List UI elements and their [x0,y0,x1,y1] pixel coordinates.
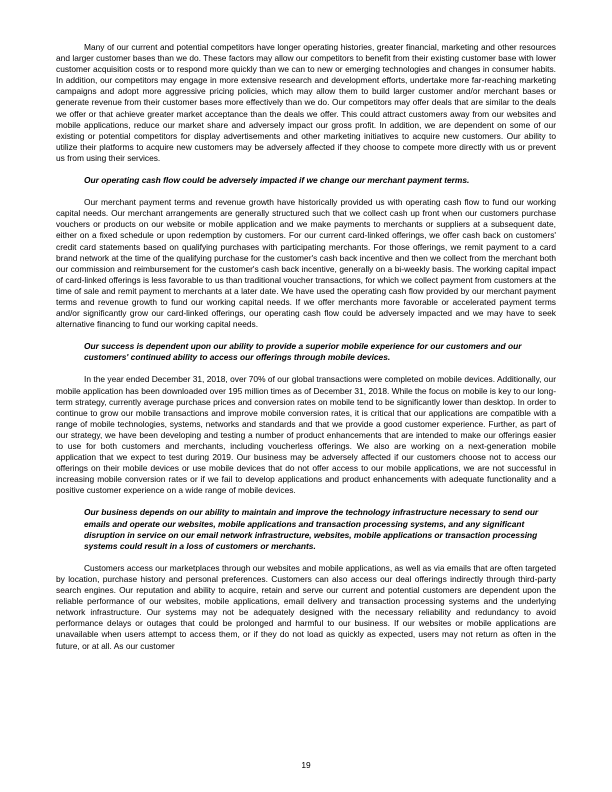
paragraph-mobile-transactions: In the year ended December 31, 2018, over 70% of our global transactions were completed on mobile devices. Additionally, our mobile application has been downloaded over 195 million times as of December 31, 2018. While the focus on mobile is key to our long-term strategy, currently average purchase prices and conversion rates on mobile tend to be significantly lower than desktop. In order to continue to grow our mobile transactions and improve mobile conversion rates, it is critical that our applications are compatible with a range of mobile technologies, systems, networks and standards and that we provide a good customer experience. Further, as part of our strategy, we have been developing and testing a number of product enhancements that are intended to make our offerings easier to use for both customers and merchants, including voucherless offerings. We also are working on a next-generation mobile application that we expect to test during 2019. Our business may be adversely affected if our customers choose not to access our offerings on their mobile devices or use mobile devices that do not offer access to our mobile applications, we are not successful in increasing mobile conversion rates or if we fail to develop applications and product enhancements with adequate functionality and a positive customer experience on a wide range of mobile devices. [56,374,556,496]
page-number: 19 [301,760,311,770]
heading-operating-cash-flow: Our operating cash flow could be adversely impacted if we change our merchant payment terms. [84,175,470,186]
document-page [56,42,556,663]
heading-mobile-experience: Our success is dependent upon our ability to provide a superior mobile experience for our customers and our customers' continued ability to access our offerings through mobile devices. [84,341,522,363]
paragraph-competitors: Many of our current and potential competitors have longer operating histories, greater financial, marketing and other resources and larger customer bases than we do. These factors may allow our competitors to benefit from their existing customer base with lower customer acquisition costs or to respond more quickly than we can to new or emerging technologies and changes in consumer habits. In addition, our competitors may engage in more extensive research and development efforts, undertake more far-reaching marketing campaigns and adopt more aggressive pricing policies, which may allow them to build larger customer and/or merchant bases or generate revenue from their customer bases more effectively than we do. Our competitors may offer deals that are similar to the deals we offer or that achieve greater market acceptance than the deals we offer. This could attract customers away from our websites and mobile applications, reduce our market share and adversely impact our gross profit. In addition, we are dependent on some of our existing or potential competitors for display advertisements and other marketing initiatives to acquire new customers. Our ability to utilize their platforms to acquire new customers may be adversely affected if they choose to compete more directly with us or prevent us from using their services. [56,42,556,163]
paragraph-merchant-payment-terms: Our merchant payment terms and revenue growth have historically provided us with operating cash flow to fund our working capital needs. Our merchant arrangements are generally structured such that we collect cash up front when our customers purchase vouchers or products on our website or mobile application and we make payments to merchants or suppliers at a subsequent date, either on a fixed schedule or upon redemption by customers. For our current card-linked offerings, we offer cash back on customers' credit card statements based on qualifying purchases with participating merchants. For those offerings, we remit payment to a card brand network at the time of the qualifying purchase for the customer's cash back incentive and then we collect from the merchant both our commission and reimbursement for the customer's cash back incentive, generally on a bi-weekly basis. The working capital impact of card-linked offerings is less favorable to us than traditional voucher transactions, for which we collect payment from customers at the time of sale and remit payment to merchants at a later date. We have used the operating cash flow provided by our merchant payment terms and revenue growth to fund our working capital needs. If we offer merchants more favorable or accelerated payment terms and/or significantly grow our card-linked offerings, our operating cash flow could be adversely impacted and we may have to seek alternative financing to fund our working capital needs. [56,197,556,330]
paragraph-customer-access: Customers access our marketplaces through our websites and mobile applications, as well as via emails that are often targeted by location, purchase history and personal preferences. Customers can also access our deal offerings indirectly through third-party search engines. Our reputation and ability to acquire, retain and serve our current and potential customers are dependent upon the reliable performance of our websites, mobile applications, email delivery and transaction processing systems and the underlying network infrastructure. Our systems may not be adequately designed with the necessary reliability and redundancy to avoid performance delays or outages that could be prolonged and harmful to our business. If our websites or mobile applications are unavailable when users attempt to access them, or if they do not load as quickly as expected, users may not return as often in the future, or at all. As our customer [56,562,556,651]
heading-technology-infrastructure: Our business depends on our ability to maintain and improve the technology infrastructure necessary to send our emails and operate our websites, mobile applications and transaction processing systems, and any significant disruption in service on our email network infrastructure, websites, mobile applications or transaction processing systems could result in a loss of customers or merchants. [84,507,539,551]
